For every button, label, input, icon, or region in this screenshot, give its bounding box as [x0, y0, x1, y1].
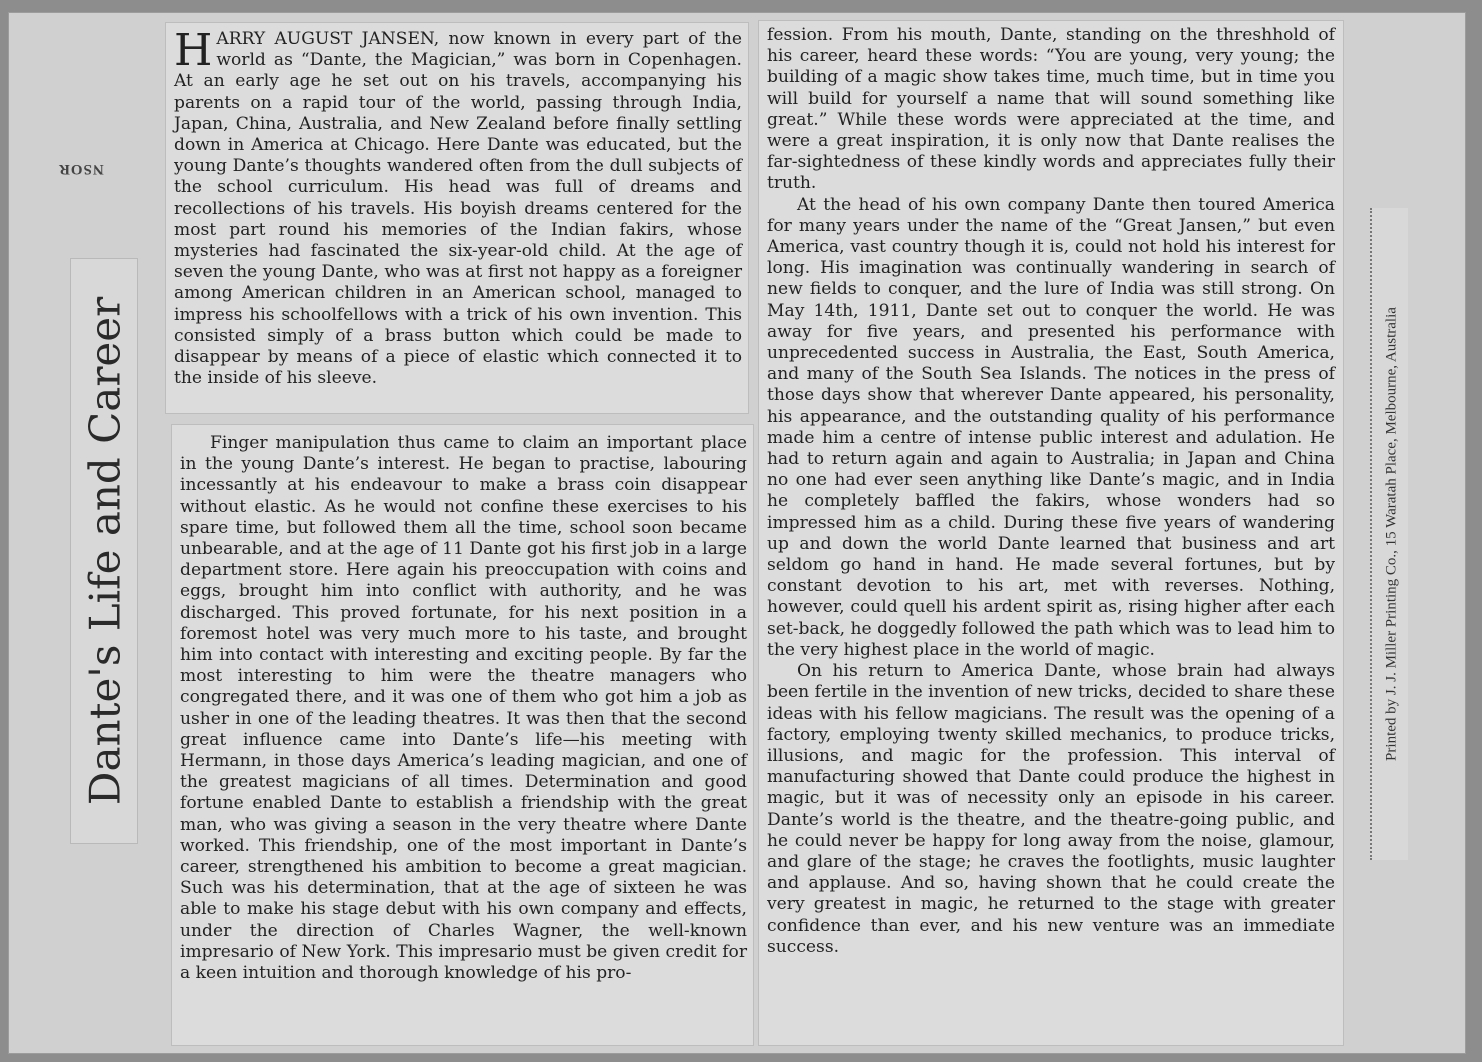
- paragraph-factory: On his return to America Dante, whose brain had always been fertile in the invention of new tricks, decided to share these ideas with his fellow magicians. The result was the opening of a factory, employing twenty skilled mechanics, to produce tricks, illusions, and magic for the profession. This interval of manufacturing showed that Dante could produce the highest in magic, but it was of necessity only an episode in his career. Dante’s world is the theatre, and the theatre-going public, and he could never be happy for long away from the noise, glamour, and glare of the stage; he craves the footlights, music laughter and applause. And so, having shown that he could create the very greatest in magic, he returned to the stage with greater confidence than ever, and his new venture was an immediate success.: [767, 661, 1335, 957]
- clipping-col1-top: [165, 22, 749, 414]
- stamp-mark: NSOR: [58, 161, 104, 177]
- paragraph-finger-manipulation: Finger manipulation thus came to claim an important place in the young Dante’s interest. He began to practise, labouring incessantly at his endeavour to make a brass coin disappear without elastic. As he would not confine these exercises to his spare time, but followed them all the time, school soon became unbearable, and at the age of 11 Dante got his first job in a large department store. Here again his preoccupation with coins and eggs, brought him into conflict with authority, and he was discharged. This proved fortunate, for his next position in a foremost hotel was very much more to his taste, and brought him into contact with interesting and exciting people. By far the most interesting to him were the theatre managers who congregated there, and it was one of them who got him a job as usher in one of the leading theatres. It was then that the second great influence came into Dante’s life—his meeting with Hermann, in those days America’s leading magician, and one of the greatest magicians of all times. Determination and good fortune enabled Dante to establish a friendship with the great man, who was giving a season in the very theatre where Dante worked. This friendship, one of the most important in Dante’s career, strengthened his ambition to become a great magician. Such was his determination, that at the age of sixteen he was able to make his stage debut with his own company and effects, under the direction of Charles Wagner, the well-known impresario of New York. This impresario must be given credit for a keen intuition and thorough knowledge of his pro-: [180, 433, 747, 984]
- printer-credit: Printed by J. J. Miller Printing Co., 15 Waratah Place, Melbourne, Australia: [1383, 307, 1400, 761]
- printer-strip: [1370, 208, 1408, 860]
- paragraph-intro: [174, 25, 742, 389]
- clipping-col1-bottom: [171, 424, 754, 1046]
- clipping-col2: [758, 20, 1344, 1046]
- paragraph-profession: fession. From his mouth, Dante, standing on the threshhold of his career, heard these words: “You are young, very young; the building of a magic show takes time, much time, but in time you will build for yourself a name that will sound something like great.” While these words were appreciated at the time, and were a great inspiration, it is only now that Dante realises the far-sightedness of these kindly words and appreciates fully their truth.: [767, 25, 1335, 194]
- dropcap: H: [174, 25, 213, 76]
- paragraph-touring: At the head of his own company Dante then toured America for many years under the name of the “Great Jansen,” but even America, vast country though it is, could not hold his interest for long. His imagination was continually wandering in search of new fields to conquer, and the lure of India was still strong. On May 14th, 1911, Dante set out to conquer the world. He was away for five years, and presented his performance with unprecedented success in Australia, the East, South America, and many of the South Sea Islands. The notices in the press of those days show that wherever Dante appeared, his personality, his appearance, and the outstanding quality of his performance made him a centre of intense public interest and adulation. He had to return again and again to Australia; in Japan and China no one had ever seen anything like Dante’s magic, and in India he completely baffled the fakirs, whose wonders had so impressed him as a child. During these five years of wandering up and down the world Dante learned that business and art seldom go hand in hand. He made several fortunes, but by constant devotion to his art, met with reverses. Nothing, however, could quell his ardent spirit as, rising higher after each set-back, he doggedly followed the path which was to lead him to the very highest place in the world of magic.: [767, 194, 1335, 660]
- intro-text: ARRY AUGUST JANSEN, now known in every part of the world as “Dante, the Magician,” was born in Copenhagen. At an early age he set out on his travels, accompanying his parents on a rapid tour of the world, passing through India, Japan, China, Australia, and New Zealand before finally settling down in America at Chicago. Here Dante was educated, but the young Dante’s thoughts wandered often from the dull subjects of the school curriculum. His head was full of dreams and recollections of his travels. His boyish dreams centered for the most part round his memories of the Indian fakirs, whose mysteries had fascinated the six-year-old child. At the age of seven the young Dante, who was at first not happy as a foreigner among American children in an American school, managed to impress his schoolfellows with a trick of his own invention. This consisted simply of a brass button which could be made to disappear by means of a piece of elastic which connected it to the inside of his sleeve.: [174, 29, 742, 389]
- title-strip: [70, 258, 138, 844]
- page-title: Dante's Life and Career: [80, 296, 130, 806]
